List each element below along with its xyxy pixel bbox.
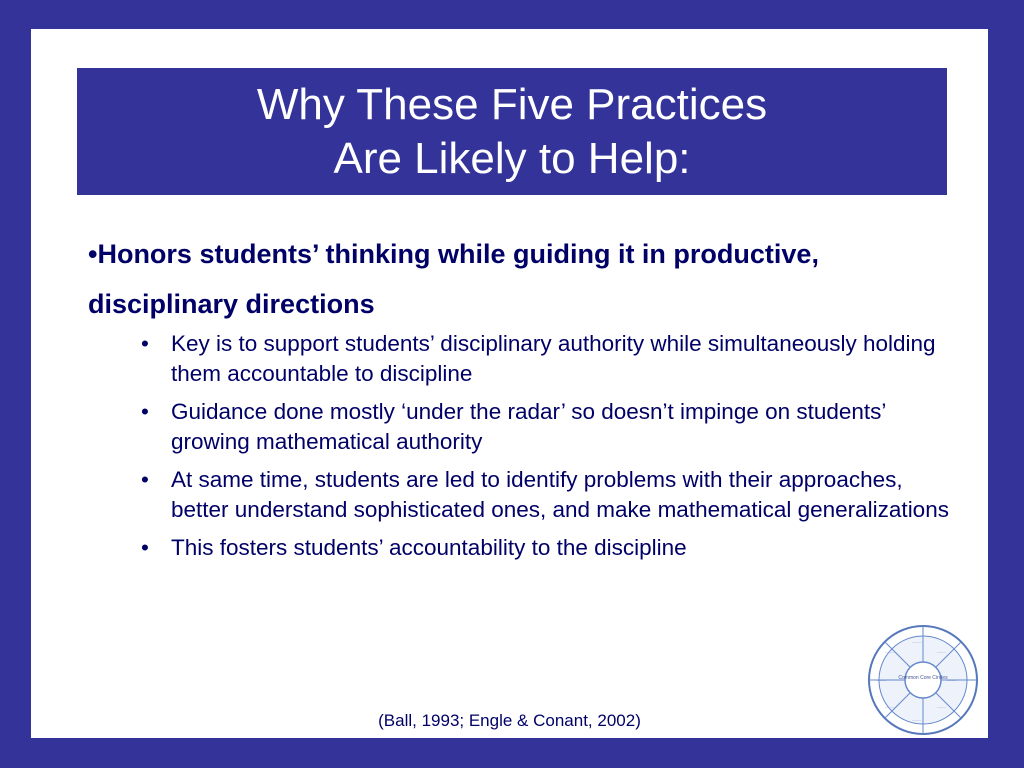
title-banner <box>77 68 947 195</box>
svg-text:~~~~: ~~~~ <box>877 678 887 683</box>
svg-text:~~~~: ~~~~ <box>912 718 922 723</box>
bullet-marker: • <box>141 467 149 492</box>
svg-text:~~~~: ~~~~ <box>947 678 957 683</box>
sub-bullet-text: This fosters students’ accountability to the discipline <box>171 535 687 560</box>
svg-text:~~~~: ~~~~ <box>885 705 895 710</box>
sub-bullet-item <box>141 329 961 389</box>
sub-bullet-text: At same time, students are led to identify problems with their approaches, better understand sophisticated ones, and make mathematical generalizations <box>171 467 949 522</box>
svg-text:~~~~: ~~~~ <box>912 640 922 645</box>
sub-bullet-item <box>141 465 961 525</box>
sub-bullet-text: Key is to support students’ disciplinary authority while simultaneously holding them accountable to discipline <box>171 331 936 386</box>
main-bullet-text: Honors students’ thinking while guiding it in productive, disciplinary directions <box>88 239 819 319</box>
sub-bullet-item <box>141 533 961 563</box>
main-bullet-marker: • <box>88 239 98 269</box>
sub-bullet-text: Guidance done mostly ‘under the radar’ so doesn’t impinge on students’ growing mathematical authority <box>171 399 886 454</box>
slide-content <box>31 29 988 738</box>
bullet-marker: • <box>141 331 149 356</box>
citation: (Ball, 1993; Engle & Conant, 2002) <box>378 711 641 730</box>
svg-text:~~~~: ~~~~ <box>937 650 947 655</box>
main-bullet <box>88 229 908 329</box>
sub-bullet-list <box>141 329 961 571</box>
title-line-1: Why These Five Practices <box>256 79 768 129</box>
svg-text:~~~~: ~~~~ <box>937 705 947 710</box>
sub-bullet-item <box>141 397 961 457</box>
bullet-marker: • <box>141 399 149 424</box>
logo-center-text: Common Core Circles <box>898 675 948 681</box>
bullet-marker: • <box>141 535 149 560</box>
svg-text:~~~~: ~~~~ <box>885 650 895 655</box>
circle-logo-icon <box>867 624 979 736</box>
title-line-2: Are Likely to Help: <box>333 133 691 183</box>
